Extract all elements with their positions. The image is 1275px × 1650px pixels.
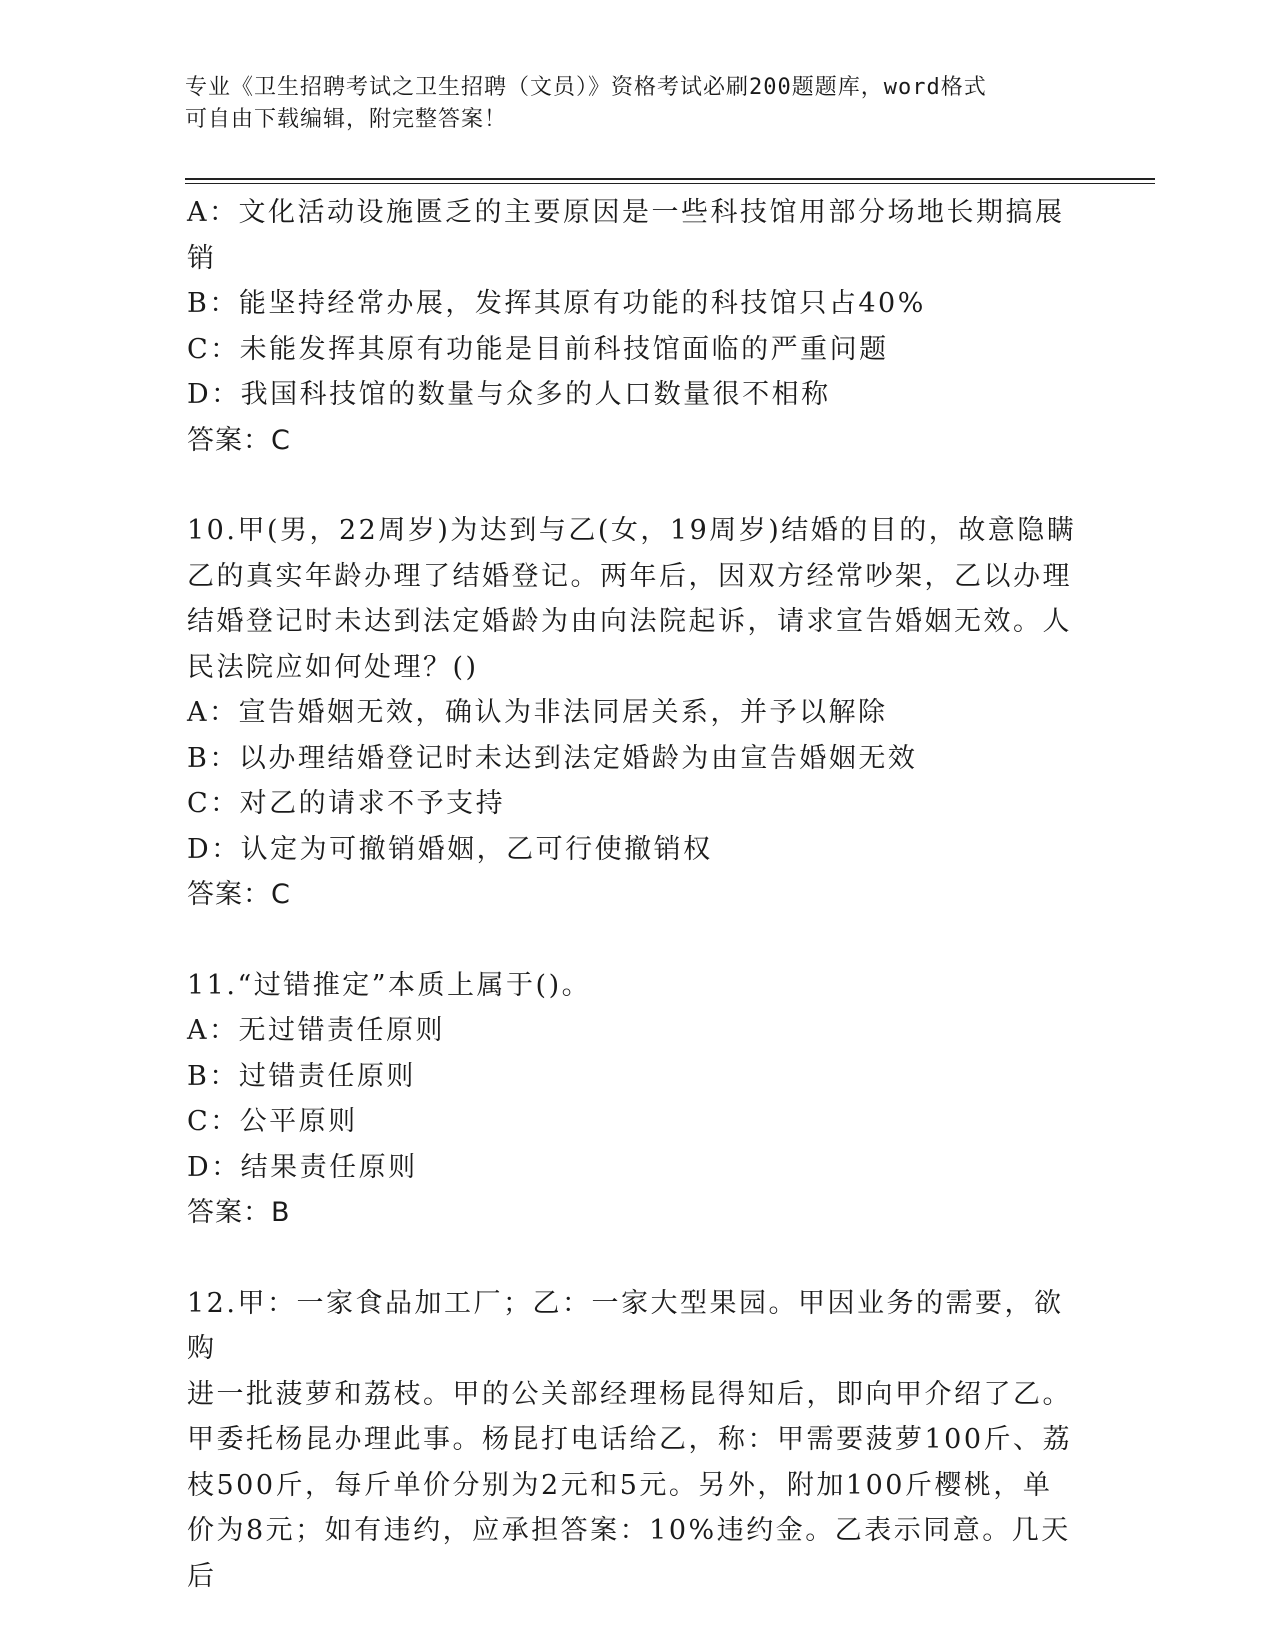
header-line-1: 专业《卫生招聘考试之卫生招聘（文员）》资格考试必刷200题题库，word格式 bbox=[185, 75, 987, 100]
header-line-2: 可自由下载编辑，附完整答案！ bbox=[185, 107, 508, 132]
option-b: B：以办理结婚登记时未达到法定婚龄为由宣告婚姻无效 bbox=[187, 742, 918, 774]
option-c: C：公平原则 bbox=[187, 1106, 358, 1137]
question-block bbox=[187, 963, 1077, 1236]
answer-line: 答案：C bbox=[187, 424, 291, 456]
option-c: C：未能发挥其原有功能是目前科技馆面临的严重问题 bbox=[187, 333, 889, 365]
question-stem-line: 价为8元；如有违约，应承担答案：10%违约金。乙表示同意。几天后 bbox=[187, 1515, 1071, 1592]
question-list bbox=[187, 190, 1077, 1599]
header-rule-thick bbox=[185, 178, 1155, 180]
option-d: D：我国科技馆的数量与众多的人口数量很不相称 bbox=[187, 379, 831, 410]
question-stem-line: 11.“过错推定”本质上属于()。 bbox=[187, 969, 592, 1001]
option-d: D：结果责任原则 bbox=[187, 1151, 418, 1183]
option-c: C：对乙的请求不予支持 bbox=[187, 788, 506, 819]
answer-line: 答案：C bbox=[187, 879, 291, 910]
spacer bbox=[187, 463, 1077, 508]
question-block bbox=[187, 508, 1077, 918]
question-stem-line: 结婚登记时未达到法定婚龄为由向法院起诉，请求宣告婚姻无效。人 bbox=[187, 606, 1072, 637]
spacer bbox=[187, 918, 1077, 963]
header-rule-thin bbox=[185, 183, 1155, 184]
question-stem-line: 乙的真实年龄办理了结婚登记。两年后，因双方经常吵架，乙以办理 bbox=[187, 560, 1072, 592]
question-stem-line: 民法院应如何处理？() bbox=[187, 651, 479, 683]
document-header bbox=[185, 72, 1065, 136]
question-stem-line: 枝500斤，每斤单价分别为2元和5元。另外，附加100斤樱桃，单 bbox=[187, 1469, 1053, 1501]
question-stem-line: 进一批菠萝和荔枝。甲的公关部经理杨昆得知后，即向甲介绍了乙。 bbox=[187, 1378, 1072, 1410]
option-a: A：宣告婚姻无效，确认为非法同居关系，并予以解除 bbox=[187, 697, 888, 728]
question-stem-line: 甲委托杨昆办理此事。杨昆打电话给乙，称：甲需要菠萝100斤、荔 bbox=[187, 1424, 1073, 1455]
question-stem-line: 10.甲(男，22周岁)为达到与乙(女，19周岁)结婚的目的，故意隐瞒 bbox=[187, 515, 1077, 546]
spacer bbox=[187, 1236, 1077, 1281]
question-block bbox=[187, 190, 1077, 463]
option-a: A：文化活动设施匮乏的主要原因是一些科技馆用部分场地长期搞展销 bbox=[187, 197, 1065, 274]
question-stem-line: 12.甲：一家食品加工厂；乙：一家大型果园。甲因业务的需要，欲购 bbox=[187, 1287, 1064, 1364]
answer-line: 答案：B bbox=[187, 1197, 291, 1228]
option-d: D：认定为可撤销婚姻，乙可行使撤销权 bbox=[187, 833, 713, 865]
option-a: A：无过错责任原则 bbox=[187, 1015, 445, 1046]
option-b: B：过错责任原则 bbox=[187, 1060, 416, 1092]
option-b: B：能坚持经常办展，发挥其原有功能的科技馆只占40% bbox=[187, 288, 926, 319]
question-block bbox=[187, 1281, 1077, 1600]
